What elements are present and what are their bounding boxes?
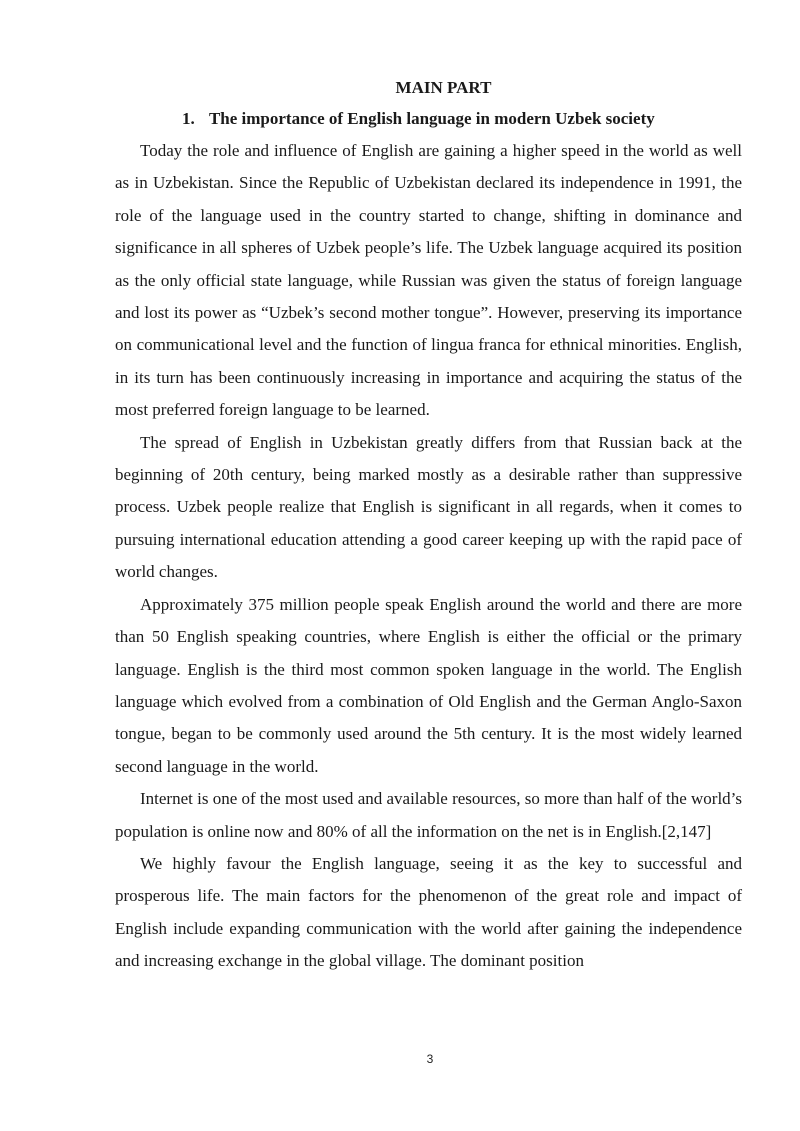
paragraph-5: We highly favour the English language, seeing it as the key to successful and prosperous life. The main factors for the phenomenon of the great role and impact of English include expanding communication with the world after gaining the independence and increasing exchange in the global village. The dominant position bbox=[115, 853, 742, 971]
page-number: 3 bbox=[426, 1052, 434, 1066]
paragraph-2: The spread of English in Uzbekistan greatly differs from that Russian back at the beginning of 20th century, being marked mostly as a desirable rather than suppressive process. Uzbek people realize that English is significant in all regards, when it comes to pursuing international education attending a good career keeping up with the rapid pace of world changes. bbox=[115, 432, 742, 582]
section-number: 1. bbox=[182, 109, 195, 128]
paragraph-4: Internet is one of the most used and available resources, so more than half of the world’s population is online now and 80% of all the information on the net is in English.[2,147] bbox=[115, 789, 742, 841]
paragraph-1: Today the role and influence of English are gaining a higher speed in the world as well as in Uzbekistan. Since the Republic of Uzbekistan declared its independence in 1991, the role of the language used in the country started to change, shifting in dominance and significance in all spheres of Uzbek people’s life. The Uzbek language acquired its position as the only official state language, while Russian was given the status of foreign language and lost its power as “Uzbek’s second mother tongue”. However, preserving its importance on communicational level and the function of lingua franca for ethnical minorities. English, in its turn has been continuously increasing in importance and acquiring the status of the most preferred foreign language to be learned. bbox=[115, 141, 742, 420]
section-heading bbox=[115, 103, 742, 135]
page-content bbox=[115, 73, 742, 978]
main-heading: MAIN PART bbox=[395, 78, 492, 97]
paragraph-3: Approximately 375 million people speak English around the world and there are more than 50 English speaking countries, where English is either the official or the primary language. English is the third most common spoken language in the world. The English language which evolved from a combination of Old English and the German Anglo-Saxon tongue, began to be commonly used around the 5th century. It is the most widely learned second language in the world. bbox=[115, 594, 742, 776]
section-title: The importance of English language in modern Uzbek society bbox=[208, 109, 655, 128]
